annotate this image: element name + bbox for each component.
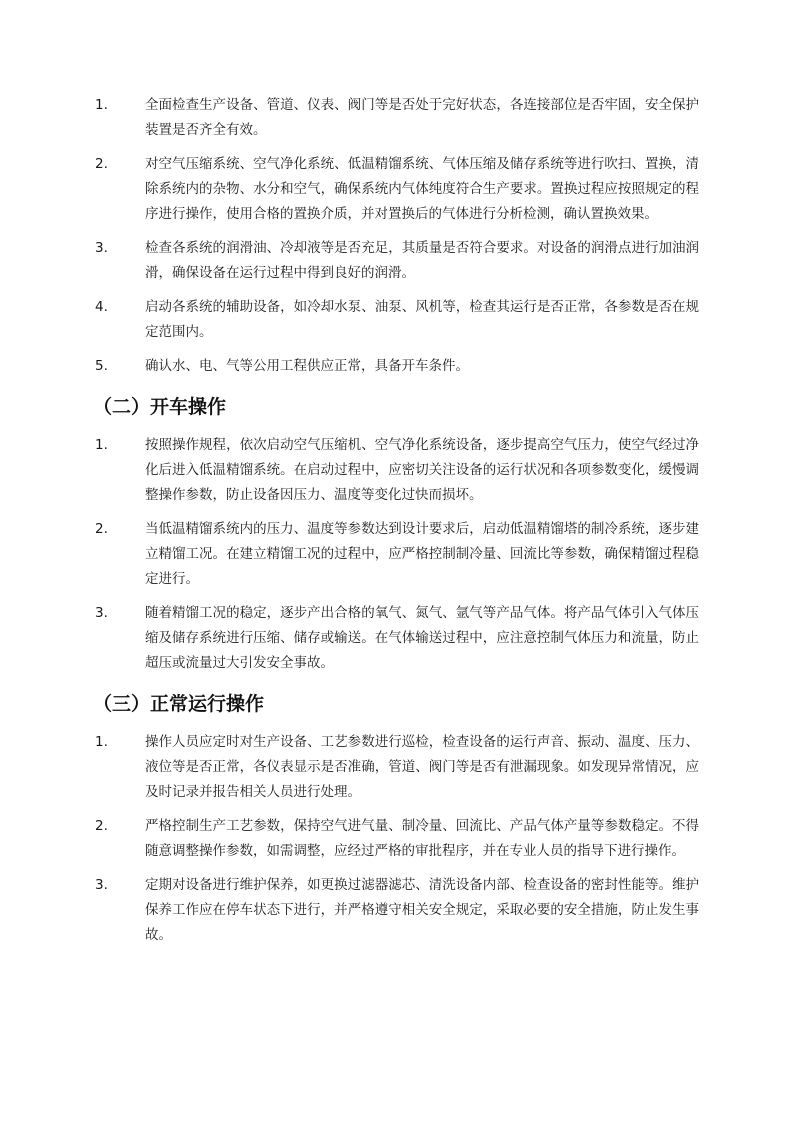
list-item <box>95 814 699 864</box>
item-number: 1. <box>95 97 108 113</box>
item-text: 按照操作规程，依次启动空气压缩机、空气净化系统设备，逐步提高空气压力，使空气经过净化后进入低温精馏系统。在启动过程中，应密切关注设备的运行状况和各项参数变化，缓慢调整操作参数，防止设备因压力、温度等变化过快而损坏。 <box>145 437 699 503</box>
section1-list <box>95 93 699 379</box>
list-item <box>95 152 699 227</box>
list-item <box>95 730 699 805</box>
list-item <box>95 873 699 948</box>
section-heading-startup: （二）开车操作 <box>93 396 227 418</box>
item-number: 3. <box>95 605 108 621</box>
item-number: 1. <box>95 734 108 750</box>
item-text: 启动各系统的辅助设备，如冷却水泵、油泵、风机等，检查其运行是否正常，各参数是否在规定范围内。 <box>145 299 699 340</box>
item-number: 3. <box>95 240 108 256</box>
item-text: 检查各系统的润滑油、冷却液等是否充足，其质量是否符合要求。对设备的润滑点进行加油润滑，确保设备在运行过程中得到良好的润滑。 <box>145 240 699 281</box>
list-item <box>95 433 699 508</box>
list-item <box>95 517 699 592</box>
list-item <box>95 601 699 676</box>
item-number: 2. <box>95 818 108 834</box>
item-number: 3. <box>95 877 108 893</box>
item-text: 对空气压缩系统、空气净化系统、低温精馏系统、气体压缩及储存系统等进行吹扫、置换，清除系统内的杂物、水分和空气，确保系统内气体纯度符合生产要求。置换过程应按照规定的程序进行操作，使用合格的置换介质，并对置换后的气体进行分析检测，确认置换效果。 <box>145 156 699 222</box>
item-number: 1. <box>95 437 108 453</box>
item-text: 随着精馏工况的稳定，逐步产出合格的氧气、氮气、氩气等产品气体。将产品气体引入气体压缩及储存系统进行压缩、储存或输送。在气体输送过程中，应注意控制气体压力和流量，防止超压或流量过大引发安全事故。 <box>145 605 699 671</box>
item-number: 2. <box>95 156 108 172</box>
item-text: 定期对设备进行维护保养，如更换过滤器滤芯、清洗设备内部、检查设备的密封性能等。维护保养工作应在停车状态下进行，并严格遵守相关安全规定，采取必要的安全措施，防止发生事故。 <box>145 877 699 943</box>
item-text: 操作人员应定时对生产设备、工艺参数进行巡检，检查设备的运行声音、振动、温度、压力、液位等是否正常，各仪表显示是否准确，管道、阀门等是否有泄漏现象。如发现异常情况，应及时记录并报告相关人员进行处理。 <box>145 734 699 800</box>
item-number: 4. <box>95 299 108 315</box>
item-text: 全面检查生产设备、管道、仪表、阀门等是否处于完好状态，各连接部位是否牢固，安全保护装置是否齐全有效。 <box>145 97 699 138</box>
list-item <box>95 295 699 345</box>
section2-list <box>95 433 699 676</box>
item-number: 2. <box>95 521 108 537</box>
item-text: 当低温精馏系统内的压力、温度等参数达到设计要求后，启动低温精馏塔的制冷系统，逐步建立精馏工况。在建立精馏工况的过程中，应严格控制制冷量、回流比等参数，确保精馏过程稳定进行。 <box>145 521 699 587</box>
section-heading-normal-operation: （三）正常运行操作 <box>93 693 265 715</box>
item-number: 5. <box>95 358 108 374</box>
item-text: 严格控制生产工艺参数，保持空气进气量、制冷量、回流比、产品气体产量等参数稳定。不得随意调整操作参数，如需调整，应经过严格的审批程序，并在专业人员的指导下进行操作。 <box>145 818 699 859</box>
list-item <box>95 93 699 143</box>
list-item <box>95 236 699 286</box>
section3-list <box>95 730 699 948</box>
list-item <box>95 354 699 379</box>
item-text: 确认水、电、气等公用工程供应正常，具备开车条件。 <box>145 358 469 374</box>
